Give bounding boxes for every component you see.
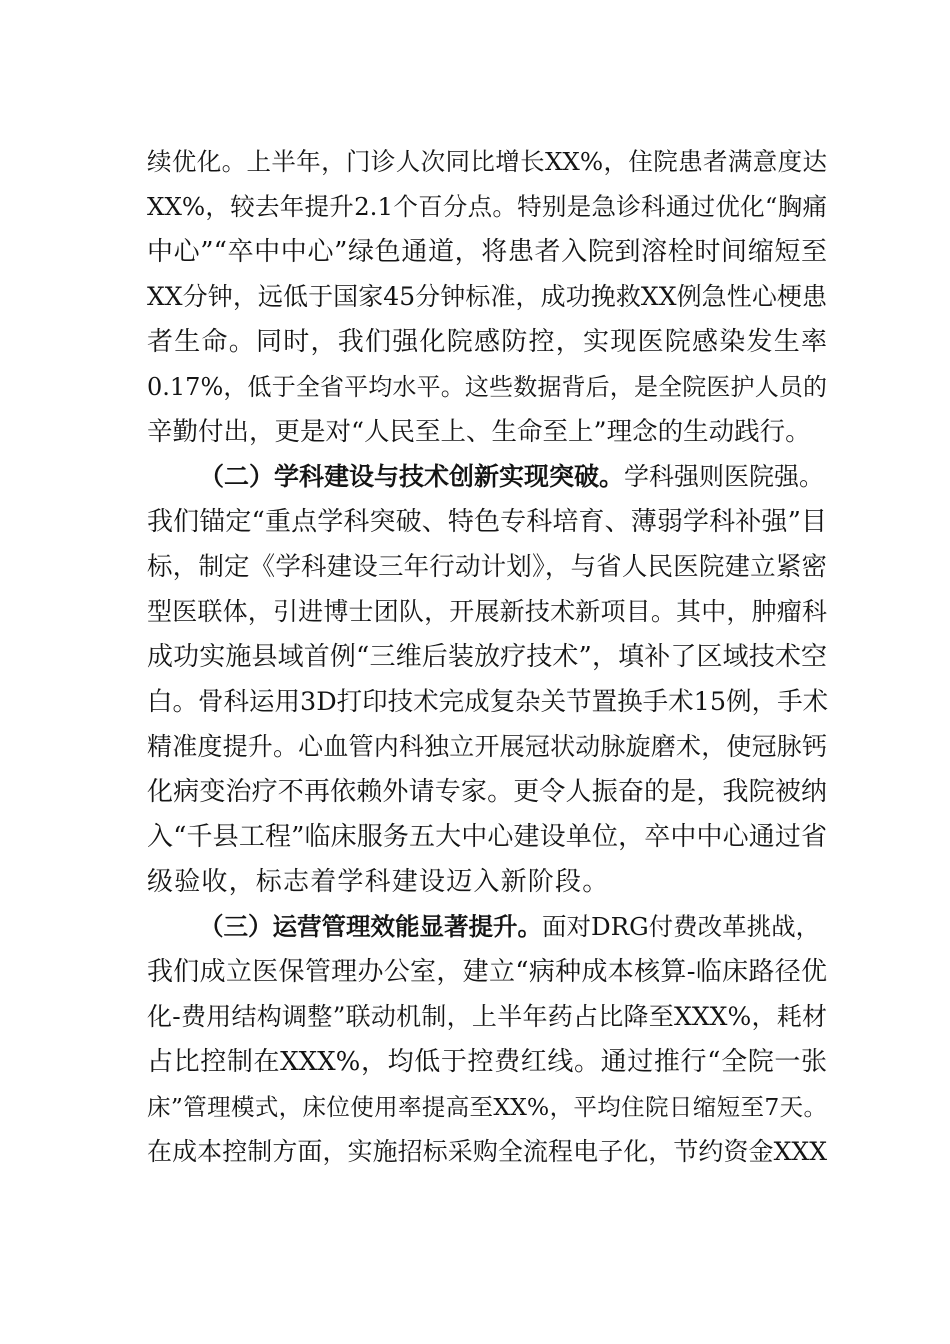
section-two-heading: （二）学科建设与技术创新实现突破。	[199, 462, 625, 491]
paragraph-line: 床”管理模式，床位使用率提高至XX%，平均住院日缩短至7天。	[147, 1093, 827, 1121]
paragraph-line: 我们锚定“重点学科突破、特色专科培育、薄弱学科补强”目	[147, 507, 827, 537]
section-two-first-line	[199, 455, 827, 499]
paragraph-line: 级验收，标志着学科建设迈入新阶段。	[147, 867, 610, 897]
paragraph-line: XX分钟，远低于国家45分钟标准，成功挽救XX例急性心梗患	[147, 282, 827, 311]
paragraph-line: 续优化。上半年，门诊人次同比增长XX%，住院患者满意度达	[147, 147, 827, 176]
paragraph-line: 成功实施县域首例“三维后装放疗技术”，填补了区域技术空	[147, 642, 827, 672]
section-three-heading: （三）运营管理效能显著提升。	[199, 912, 542, 941]
paragraph-line: 在成本控制方面，实施招标采购全流程电子化，节约资金XXX	[147, 1137, 827, 1166]
paragraph-line: 型医联体，引进博士团队，开展新技术新项目。其中，肿瘤科	[147, 597, 827, 626]
paragraph-line: 我们成立医保管理办公室，建立“病种成本核算-临床路径优	[147, 957, 827, 987]
paragraph-line: 占比控制在XXX%，均低于控费红线。通过推行“全院一张	[147, 1047, 827, 1077]
paragraph-line: 白。骨科运用3D打印技术完成复杂关节置换手术15例，手术	[147, 687, 829, 717]
section-three-first-line-text: 面对DRG付费改革挑战，	[542, 912, 821, 941]
paragraph-line: 辛勤付出，更是对“人民至上、生命至上”理念的生动践行。	[147, 417, 811, 447]
paragraph-line: 0.17%，低于全省平均水平。这些数据背后，是全院医护人员的	[147, 373, 827, 401]
paragraph-line: 标，制定《学科建设三年行动计划》，与省人民医院建立紧密	[147, 552, 827, 582]
section-two-first-line-text: 学科强则医院强。	[624, 462, 825, 491]
paragraph-line: 入“千县工程”临床服务五大中心建设单位，卒中中心通过省	[147, 822, 827, 852]
paragraph-line: 中心”“卒中中心”绿色通道，将患者入院到溶栓时间缩短至	[147, 237, 827, 267]
paragraph-line: 精准度提升。心血管内科独立开展冠状动脉旋磨术，使冠脉钙	[147, 732, 827, 761]
paragraph-line: XX%，较去年提升2.1个百分点。特别是急诊科通过优化“胸痛	[147, 192, 827, 221]
paragraph-line: 者生命。同时，我们强化院感防控，实现医院感染发生率	[147, 327, 827, 357]
section-three-first-line	[199, 905, 827, 949]
paragraph-line: 化-费用结构调整”联动机制，上半年药占比降至XXX%，耗材	[147, 1002, 827, 1031]
paragraph-line: 化病变治疗不再依赖外请专家。更令人振奋的是，我院被纳	[147, 777, 827, 807]
